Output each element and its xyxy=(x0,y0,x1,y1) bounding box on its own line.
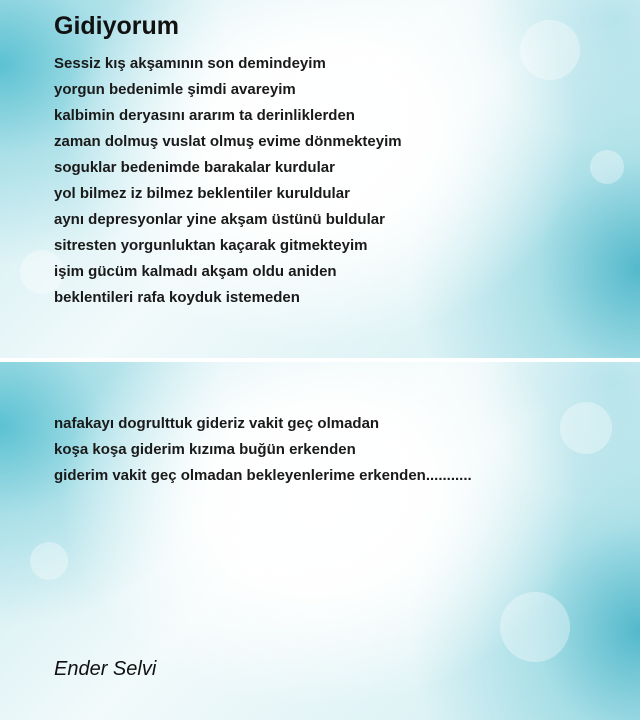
poem-line: işim gücüm kalmadı akşam oldu aniden xyxy=(54,263,337,280)
poem-line: giderim vakit geç olmadan bekleyenlerime erkenden........... xyxy=(54,467,472,484)
bokeh-light xyxy=(560,402,612,454)
poem-line: yol bilmez iz bilmez beklentiler kuruldular xyxy=(54,185,350,202)
poem-line: nafakayı dogrulttuk gideriz vakit geç olmadan xyxy=(54,415,380,432)
bokeh-light xyxy=(590,150,624,184)
poem-line: aynı depresyonlar yine akşam üstünü buldular xyxy=(54,211,385,228)
poem-author: Ender Selvi xyxy=(54,658,157,680)
poem-panel-top xyxy=(0,0,640,358)
poem-line: yorgun bedenimle şimdi avareyim xyxy=(54,81,296,98)
poem-stanza-2 xyxy=(54,411,472,489)
poem-title: Gidiyorum xyxy=(54,12,180,40)
bokeh-light xyxy=(30,542,68,580)
poem-panel-bottom xyxy=(0,362,640,720)
poem-line: beklentileri rafa koyduk istemeden xyxy=(54,289,300,306)
bokeh-light xyxy=(500,592,570,662)
poem-line: koşa koşa giderim kızıma buğün erkenden xyxy=(54,441,356,458)
poem-stanza-1 xyxy=(54,51,402,311)
poem-line: sitresten yorgunluktan kaçarak gitmekteyim xyxy=(54,237,368,254)
poem-line: soguklar bedenimde barakalar kurdular xyxy=(54,159,335,176)
poem-line: Sessiz kış akşamının son demindeyim xyxy=(54,55,326,72)
bokeh-light xyxy=(520,20,580,80)
poem-line: kalbimin deryasını ararım ta derinliklerden xyxy=(54,107,355,124)
poem-line: zaman dolmuş vuslat olmuş evime dönmekteyim xyxy=(54,133,402,150)
